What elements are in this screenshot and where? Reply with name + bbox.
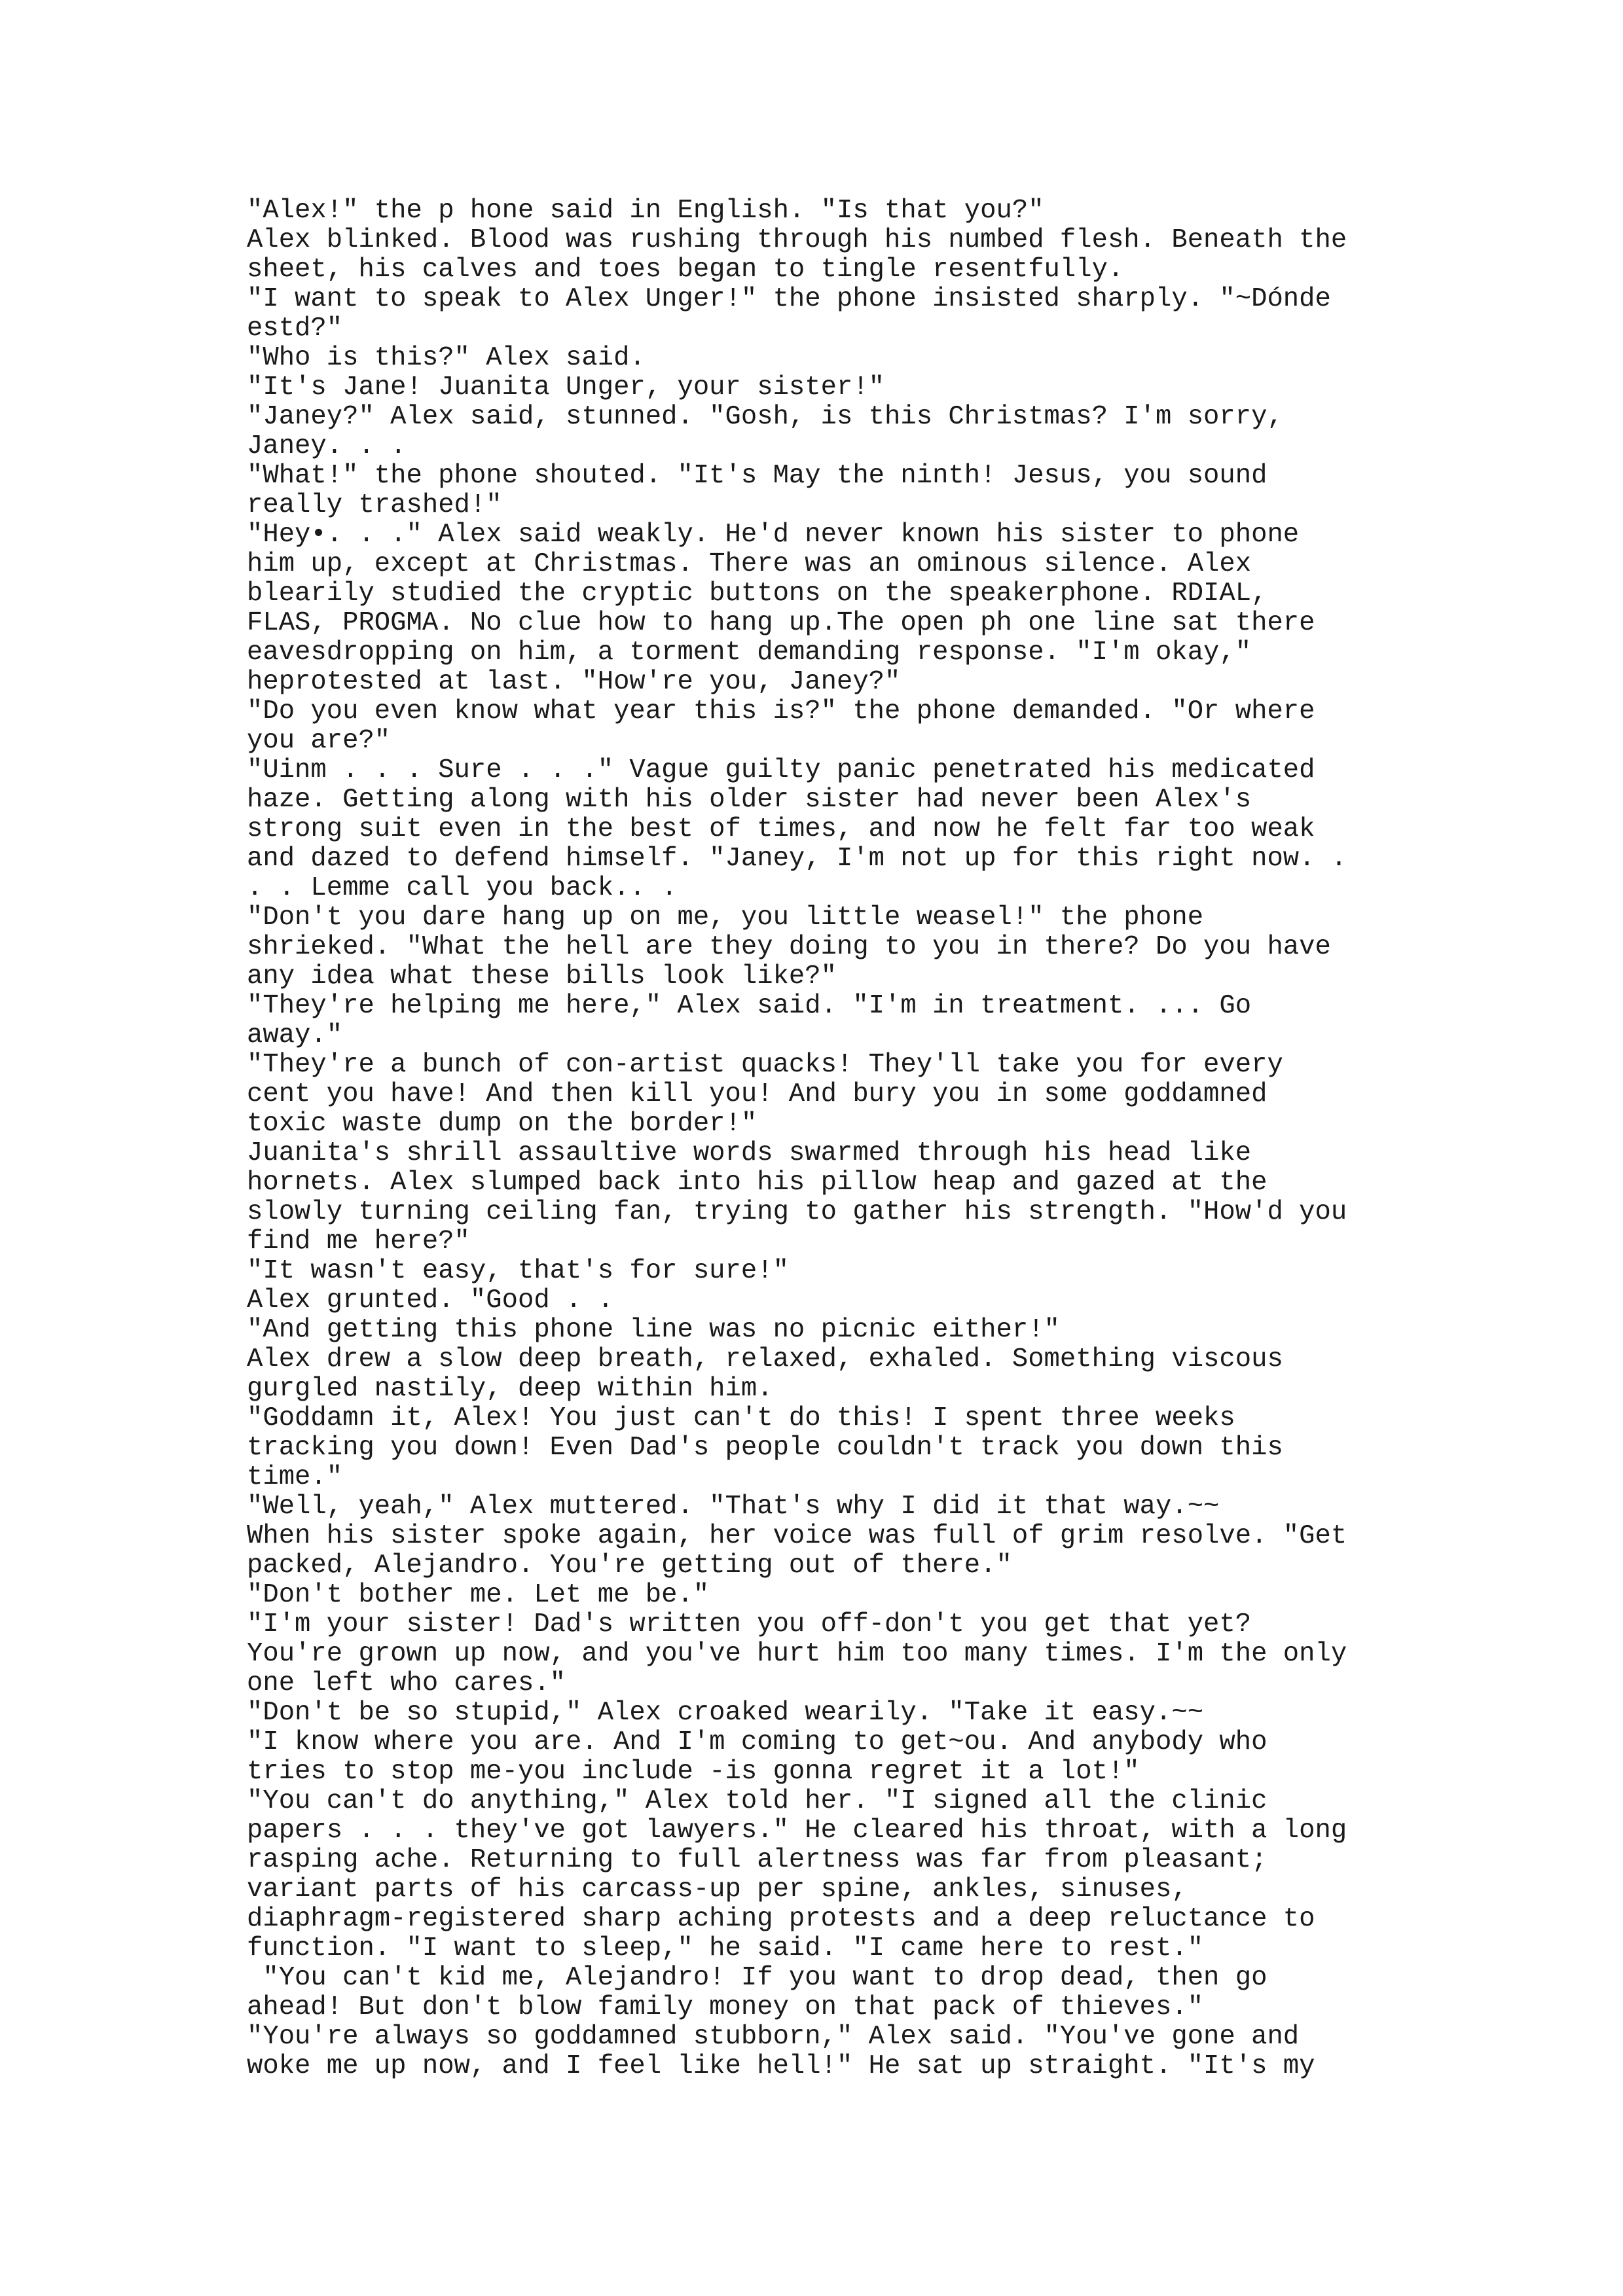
- body-text: [247, 196, 1491, 2081]
- text-line: "You can't kid me, Alejandro! If you want to drop dead, then go: [247, 1963, 1267, 1993]
- text-line: estd?": [247, 314, 343, 344]
- text-line: Janey. . .: [247, 431, 407, 461]
- text-line: "Well, yeah," Alex muttered. "That's why I did it that way.~~: [247, 1492, 1220, 1522]
- text-line: away.": [247, 1020, 343, 1050]
- text-line: woke me up now, and I feel like hell!" He sat up straight. "It's my: [247, 2051, 1315, 2081]
- text-line: "I know where you are. And I'm coming to get~ou. And anybody who: [247, 1727, 1267, 1757]
- text-line: really trashed!": [247, 490, 502, 520]
- text-line: packed, Alejandro. You're getting out of there.": [247, 1551, 1012, 1581]
- text-line: "They're helping me here," Alex said. "I'm in treatment. ... Go: [247, 991, 1252, 1021]
- text-line: eavesdropping on him, a torment demanding response. "I'm okay,": [247, 637, 1252, 668]
- text-line: and dazed to defend himself. "Janey, I'm not up for this right now. .: [247, 844, 1347, 874]
- text-line: slowly turning ceiling fan, trying to gather his strength. "How'd you: [247, 1197, 1347, 1227]
- text-line: heprotested at last. "How're you, Janey?": [247, 667, 901, 697]
- text-line: strong suit even in the best of times, and now he felt far too weak: [247, 814, 1315, 844]
- text-line: "Janey?" Alex said, stunned. "Gosh, is this Christmas? I'm sorry,: [247, 402, 1283, 432]
- text-line: cent you have! And then kill you! And bury you in some goddamned: [247, 1079, 1267, 1109]
- text-line: one left who cares.": [247, 1668, 566, 1698]
- text-line: Alex grunted. "Good . .: [247, 1285, 614, 1316]
- text-line: Alex blinked. Blood was rushing through his numbed flesh. Beneath the: [247, 225, 1347, 255]
- text-line: time.": [247, 1462, 343, 1492]
- text-line: tracking you down! Even Dad's people couldn't track you down this: [247, 1433, 1283, 1463]
- text-line: him up, except at Christmas. There was an ominous silence. Alex: [247, 549, 1252, 579]
- text-line: "They're a bunch of con-artist quacks! They'll take you for every: [247, 1050, 1283, 1080]
- text-line: gurgled nastily, deep within him.: [247, 1374, 773, 1404]
- text-line: you are?": [247, 726, 391, 756]
- text-line: ahead! But don't blow family money on that pack of thieves.": [247, 1992, 1204, 2022]
- text-line: diaphragm-registered sharp aching protests and a deep reluctance to: [247, 1904, 1315, 1934]
- text-line: "Goddamn it, Alex! You just can't do this! I spent three weeks: [247, 1403, 1235, 1433]
- text-line: sheet, his calves and toes began to tingle resentfully.: [247, 255, 1124, 285]
- text-line: "You're always so goddamned stubborn," Alex said. "You've gone and: [247, 2022, 1300, 2052]
- text-line: "And getting this phone line was no picnic either!": [247, 1315, 1060, 1345]
- text-line: You're grown up now, and you've hurt him too many times. I'm the only: [247, 1639, 1347, 1669]
- text-line: variant parts of his carcass-up per spine, ankles, sinuses,: [247, 1874, 1188, 1905]
- text-line: "Don't be so stupid," Alex croaked wearily. "Take it easy.~~: [247, 1698, 1204, 1728]
- text-line: "Alex!" the p hone said in English. "Is that you?": [247, 196, 1044, 226]
- text-line: "I'm your sister! Dad's written you off-don't you get that yet?: [247, 1609, 1252, 1640]
- text-line: function. "I want to sleep," he said. "I came here to rest.": [247, 1933, 1204, 1964]
- text-line: blearily studied the cryptic buttons on the speakerphone. RDIAL,: [247, 579, 1267, 609]
- text-line: shrieked. "What the hell are they doing to you in there? Do you have: [247, 932, 1331, 962]
- text-line: Juanita's shrill assaultive words swarmed through his head like: [247, 1138, 1252, 1168]
- text-line: "It wasn't easy, that's for sure!": [247, 1256, 789, 1286]
- text-line: hornets. Alex slumped back into his pillow heap and gazed at the: [247, 1168, 1267, 1198]
- text-line: "Who is this?" Alex said.: [247, 343, 646, 373]
- text-line: "It's Jane! Juanita Unger, your sister!": [247, 372, 885, 403]
- text-line: papers . . . they've got lawyers." He cleared his throat, with a long: [247, 1816, 1347, 1846]
- text-line: "I want to speak to Alex Unger!" the phone insisted sharply. "~Dónde: [247, 284, 1331, 314]
- text-line: Alex drew a slow deep breath, relaxed, exhaled. Something viscous: [247, 1344, 1283, 1374]
- text-line: tries to stop me-you include -is gonna regret it a lot!": [247, 1757, 1140, 1787]
- text-line: "Hey•. . ." Alex said weakly. He'd never known his sister to phone: [247, 520, 1300, 550]
- text-line: haze. Getting along with his older sister had never been Alex's: [247, 785, 1252, 815]
- text-line: . . Lemme call you back.. .: [247, 873, 678, 903]
- text-line: any idea what these bills look like?": [247, 961, 837, 992]
- text-line: "Don't bother me. Let me be.": [247, 1580, 710, 1610]
- text-line: find me here?": [247, 1227, 470, 1257]
- text-line: "Uinm . . . Sure . . ." Vague guilty panic penetrated his medicated: [247, 755, 1315, 785]
- text-line: "Do you even know what year this is?" the phone demanded. "Or where: [247, 696, 1315, 726]
- text-line: "What!" the phone shouted. "It's May the ninth! Jesus, you sound: [247, 461, 1267, 491]
- text-line: "You can't do anything," Alex told her. "I signed all the clinic: [247, 1786, 1267, 1816]
- text-line: toxic waste dump on the border!": [247, 1109, 757, 1139]
- text-line: When his sister spoke again, her voice was full of grim resolve. "Get: [247, 1521, 1347, 1551]
- text-line: "Don't you dare hang up on me, you little weasel!" the phone: [247, 903, 1204, 933]
- text-line: rasping ache. Returning to full alertness was far from pleasant;: [247, 1845, 1267, 1875]
- text-line: FLAS, PROGMA. No clue how to hang up.The open ph one line sat there: [247, 608, 1315, 638]
